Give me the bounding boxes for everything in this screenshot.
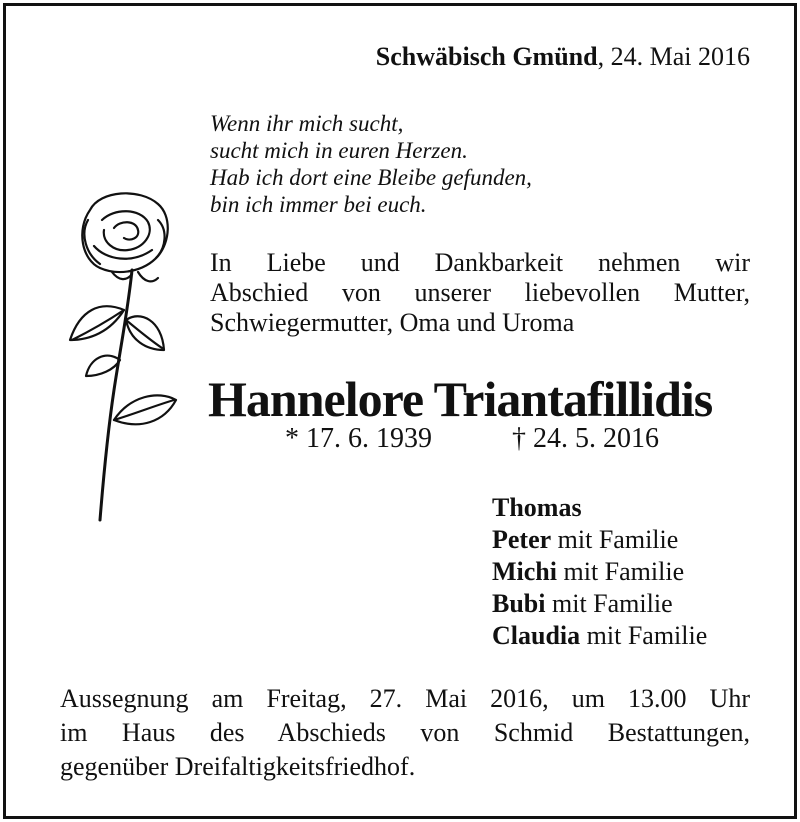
notice-date: , 24. Mai 2016: [597, 42, 750, 71]
mourner-entry: [492, 492, 707, 524]
poem-line: bin ich immer bei euch.: [210, 192, 427, 217]
mourner-suffix: mit Familie: [557, 557, 685, 586]
intro-text: [210, 248, 750, 338]
poem-line: sucht mich in euren Herzen.: [210, 138, 468, 163]
place-date-line: [376, 42, 750, 72]
poem: [210, 110, 532, 218]
mourner-name: Claudia: [492, 621, 581, 650]
intro-line: In Liebe und Dankbarkeit nehmen wir: [210, 248, 750, 277]
intro-line: Schwiegermutter, Oma und Uroma: [210, 308, 575, 337]
mourner-suffix: mit Familie: [580, 621, 708, 650]
ceremony-line: gegenüber Dreifaltigkeitsfriedhof.: [60, 752, 416, 781]
mourner-entry: [492, 620, 707, 652]
mourner-entry: [492, 556, 707, 588]
mourner-name: Peter: [492, 525, 552, 554]
mourner-entry: [492, 524, 707, 556]
mourner-name: Bubi: [492, 589, 546, 618]
mourner-suffix: mit Familie: [551, 525, 679, 554]
poem-line: Hab ich dort eine Bleibe gefunden,: [210, 165, 532, 190]
mourner-name: Thomas: [492, 493, 582, 522]
rose-icon: [40, 190, 200, 530]
ceremony-line: im Haus des Abschieds von Schmid Bestattungen,: [60, 718, 750, 747]
ceremony-info: [60, 682, 750, 784]
mourners-list: [492, 492, 707, 652]
mourner-name: Michi: [492, 557, 557, 586]
mourner-entry: [492, 588, 707, 620]
ceremony-line: Aussegnung am Freitag, 27. Mai 2016, um 13.00 Uhr: [60, 684, 750, 713]
place-name: Schwäbisch Gmünd: [375, 42, 598, 71]
intro-line: Abschied von unserer liebevollen Mutter,: [210, 278, 750, 307]
mourner-suffix: mit Familie: [545, 589, 673, 618]
birth-date: * 17. 6. 1939: [285, 423, 432, 454]
deceased-name: Hannelore Triantafillidis: [208, 371, 713, 427]
death-date: † 24. 5. 2016: [512, 423, 659, 454]
poem-line: Wenn ihr mich sucht,: [210, 111, 404, 136]
